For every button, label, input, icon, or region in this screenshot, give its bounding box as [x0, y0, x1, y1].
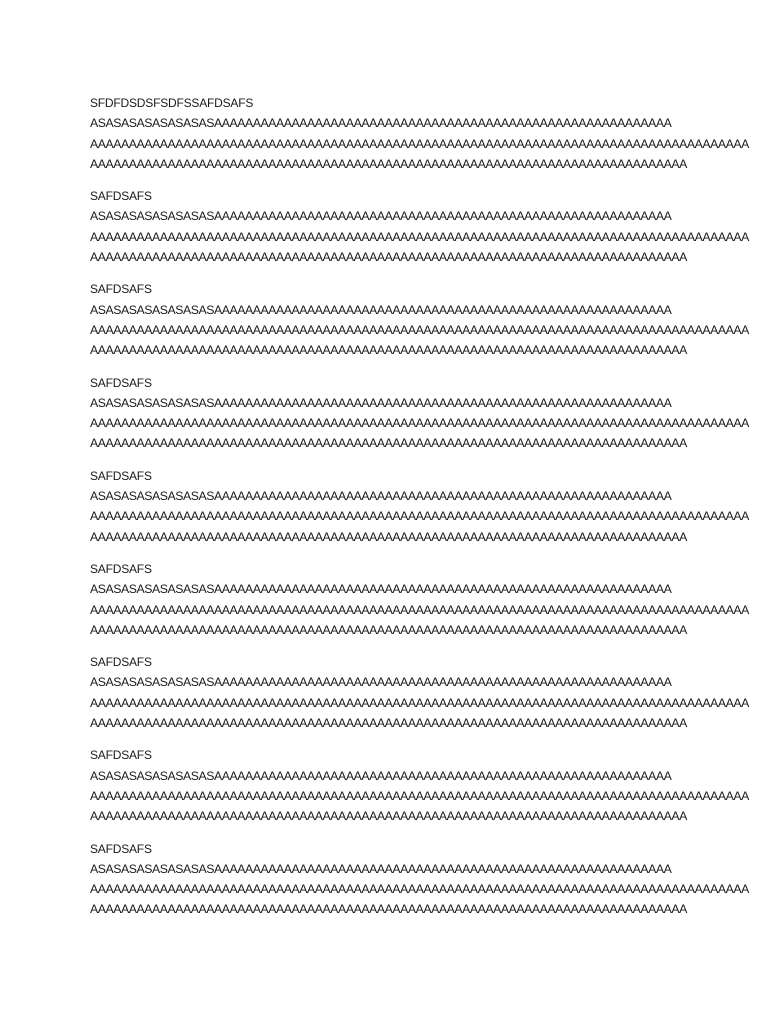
body-line: ASASASASASASASASAAAAAAAAAAAAAAAAAAAAAAAAAAAAAAAAAAAAAAAAAAAAAAAAAAAAAAAAAAA	[90, 116, 672, 131]
block-heading: SAFDSAFS	[90, 282, 152, 297]
body-line: AAAAAAAAAAAAAAAAAAAAAAAAAAAAAAAAAAAAAAAAAAAAAAAAAAAAAAAAAAAAAAAAAAAAAAAAAAAAA	[90, 809, 687, 824]
text-block	[90, 745, 749, 826]
body-line: ASASASASASASASASAAAAAAAAAAAAAAAAAAAAAAAAAAAAAAAAAAAAAAAAAAAAAAAAAAAAAAAAAAA	[90, 209, 672, 224]
body-line: AAAAAAAAAAAAAAAAAAAAAAAAAAAAAAAAAAAAAAAAAAAAAAAAAAAAAAAAAAAAAAAAAAAAAAAAAAAAAAAAAAAAA	[90, 509, 749, 524]
body-line: AAAAAAAAAAAAAAAAAAAAAAAAAAAAAAAAAAAAAAAAAAAAAAAAAAAAAAAAAAAAAAAAAAAAAAAAAAAAAAAAAAAAA	[90, 602, 749, 617]
body-line: AAAAAAAAAAAAAAAAAAAAAAAAAAAAAAAAAAAAAAAAAAAAAAAAAAAAAAAAAAAAAAAAAAAAAAAAAAAAAAAAAAAAA	[90, 882, 749, 897]
body-line: AAAAAAAAAAAAAAAAAAAAAAAAAAAAAAAAAAAAAAAAAAAAAAAAAAAAAAAAAAAAAAAAAAAAAAAAAAAAA	[90, 529, 687, 544]
text-block	[90, 559, 749, 640]
body-line: ASASASASASASASASAAAAAAAAAAAAAAAAAAAAAAAAAAAAAAAAAAAAAAAAAAAAAAAAAAAAAAAAAAA	[90, 768, 672, 783]
body-line: AAAAAAAAAAAAAAAAAAAAAAAAAAAAAAAAAAAAAAAAAAAAAAAAAAAAAAAAAAAAAAAAAAAAAAAAAAAAA	[90, 622, 687, 637]
body-line: ASASASASASASASASAAAAAAAAAAAAAAAAAAAAAAAAAAAAAAAAAAAAAAAAAAAAAAAAAAAAAAAAAAA	[90, 675, 672, 690]
body-line: AAAAAAAAAAAAAAAAAAAAAAAAAAAAAAAAAAAAAAAAAAAAAAAAAAAAAAAAAAAAAAAAAAAAAAAAAAAAAAAAAAAAA	[90, 229, 749, 244]
body-line: AAAAAAAAAAAAAAAAAAAAAAAAAAAAAAAAAAAAAAAAAAAAAAAAAAAAAAAAAAAAAAAAAAAAAAAAAAAAA	[90, 343, 687, 358]
body-line: AAAAAAAAAAAAAAAAAAAAAAAAAAAAAAAAAAAAAAAAAAAAAAAAAAAAAAAAAAAAAAAAAAAAAAAAAAAAAAAAAAAAA	[90, 695, 749, 710]
block-heading: SAFDSAFS	[90, 189, 152, 204]
block-heading: SAFDSAFS	[90, 655, 152, 670]
body-line: AAAAAAAAAAAAAAAAAAAAAAAAAAAAAAAAAAAAAAAAAAAAAAAAAAAAAAAAAAAAAAAAAAAAAAAAAAAAA	[90, 902, 687, 917]
body-line: ASASASASASASASASAAAAAAAAAAAAAAAAAAAAAAAAAAAAAAAAAAAAAAAAAAAAAAAAAAAAAAAAAAA	[90, 489, 672, 504]
text-block	[90, 466, 749, 547]
block-heading: SAFDSAFS	[90, 841, 152, 856]
text-block	[90, 186, 749, 267]
body-line: ASASASASASASASASAAAAAAAAAAAAAAAAAAAAAAAAAAAAAAAAAAAAAAAAAAAAAAAAAAAAAAAAAAA	[90, 395, 672, 410]
text-block	[90, 93, 749, 174]
text-block	[90, 839, 749, 920]
text-block	[90, 373, 749, 454]
block-heading: SAFDSAFS	[90, 468, 152, 483]
body-line: AAAAAAAAAAAAAAAAAAAAAAAAAAAAAAAAAAAAAAAAAAAAAAAAAAAAAAAAAAAAAAAAAAAAAAAAAAAAA	[90, 436, 687, 451]
body-line: AAAAAAAAAAAAAAAAAAAAAAAAAAAAAAAAAAAAAAAAAAAAAAAAAAAAAAAAAAAAAAAAAAAAAAAAAAAAAAAAAAAAA	[90, 788, 749, 803]
body-line: AAAAAAAAAAAAAAAAAAAAAAAAAAAAAAAAAAAAAAAAAAAAAAAAAAAAAAAAAAAAAAAAAAAAAAAAAAAAAAAAAAAAA	[90, 416, 749, 431]
text-block	[90, 652, 749, 733]
body-line: ASASASASASASASASAAAAAAAAAAAAAAAAAAAAAAAAAAAAAAAAAAAAAAAAAAAAAAAAAAAAAAAAAAA	[90, 302, 672, 317]
block-heading: SFDFDSDSFSDFSSAFDSAFS	[90, 96, 254, 110]
block-heading: SAFDSAFS	[90, 561, 152, 576]
body-line: ASASASASASASASASAAAAAAAAAAAAAAAAAAAAAAAAAAAAAAAAAAAAAAAAAAAAAAAAAAAAAAAAAAA	[90, 861, 672, 876]
body-line: AAAAAAAAAAAAAAAAAAAAAAAAAAAAAAAAAAAAAAAAAAAAAAAAAAAAAAAAAAAAAAAAAAAAAAAAAAAAA	[90, 250, 687, 265]
body-line: AAAAAAAAAAAAAAAAAAAAAAAAAAAAAAAAAAAAAAAAAAAAAAAAAAAAAAAAAAAAAAAAAAAAAAAAAAAAAAAAAAAAA	[90, 322, 749, 337]
body-line: AAAAAAAAAAAAAAAAAAAAAAAAAAAAAAAAAAAAAAAAAAAAAAAAAAAAAAAAAAAAAAAAAAAAAAAAAAAAA	[90, 716, 687, 731]
block-heading: SAFDSAFS	[90, 375, 152, 390]
body-line: AAAAAAAAAAAAAAAAAAAAAAAAAAAAAAAAAAAAAAAAAAAAAAAAAAAAAAAAAAAAAAAAAAAAAAAAAAAAAAAAAAAAA	[90, 136, 749, 151]
document-body[interactable]	[90, 93, 749, 932]
body-line: ASASASASASASASASAAAAAAAAAAAAAAAAAAAAAAAAAAAAAAAAAAAAAAAAAAAAAAAAAAAAAAAAAAA	[90, 582, 672, 597]
text-block	[90, 279, 749, 360]
body-line: AAAAAAAAAAAAAAAAAAAAAAAAAAAAAAAAAAAAAAAAAAAAAAAAAAAAAAAAAAAAAAAAAAAAAAAAAAAAA	[90, 156, 687, 171]
block-heading: SAFDSAFS	[90, 748, 152, 763]
